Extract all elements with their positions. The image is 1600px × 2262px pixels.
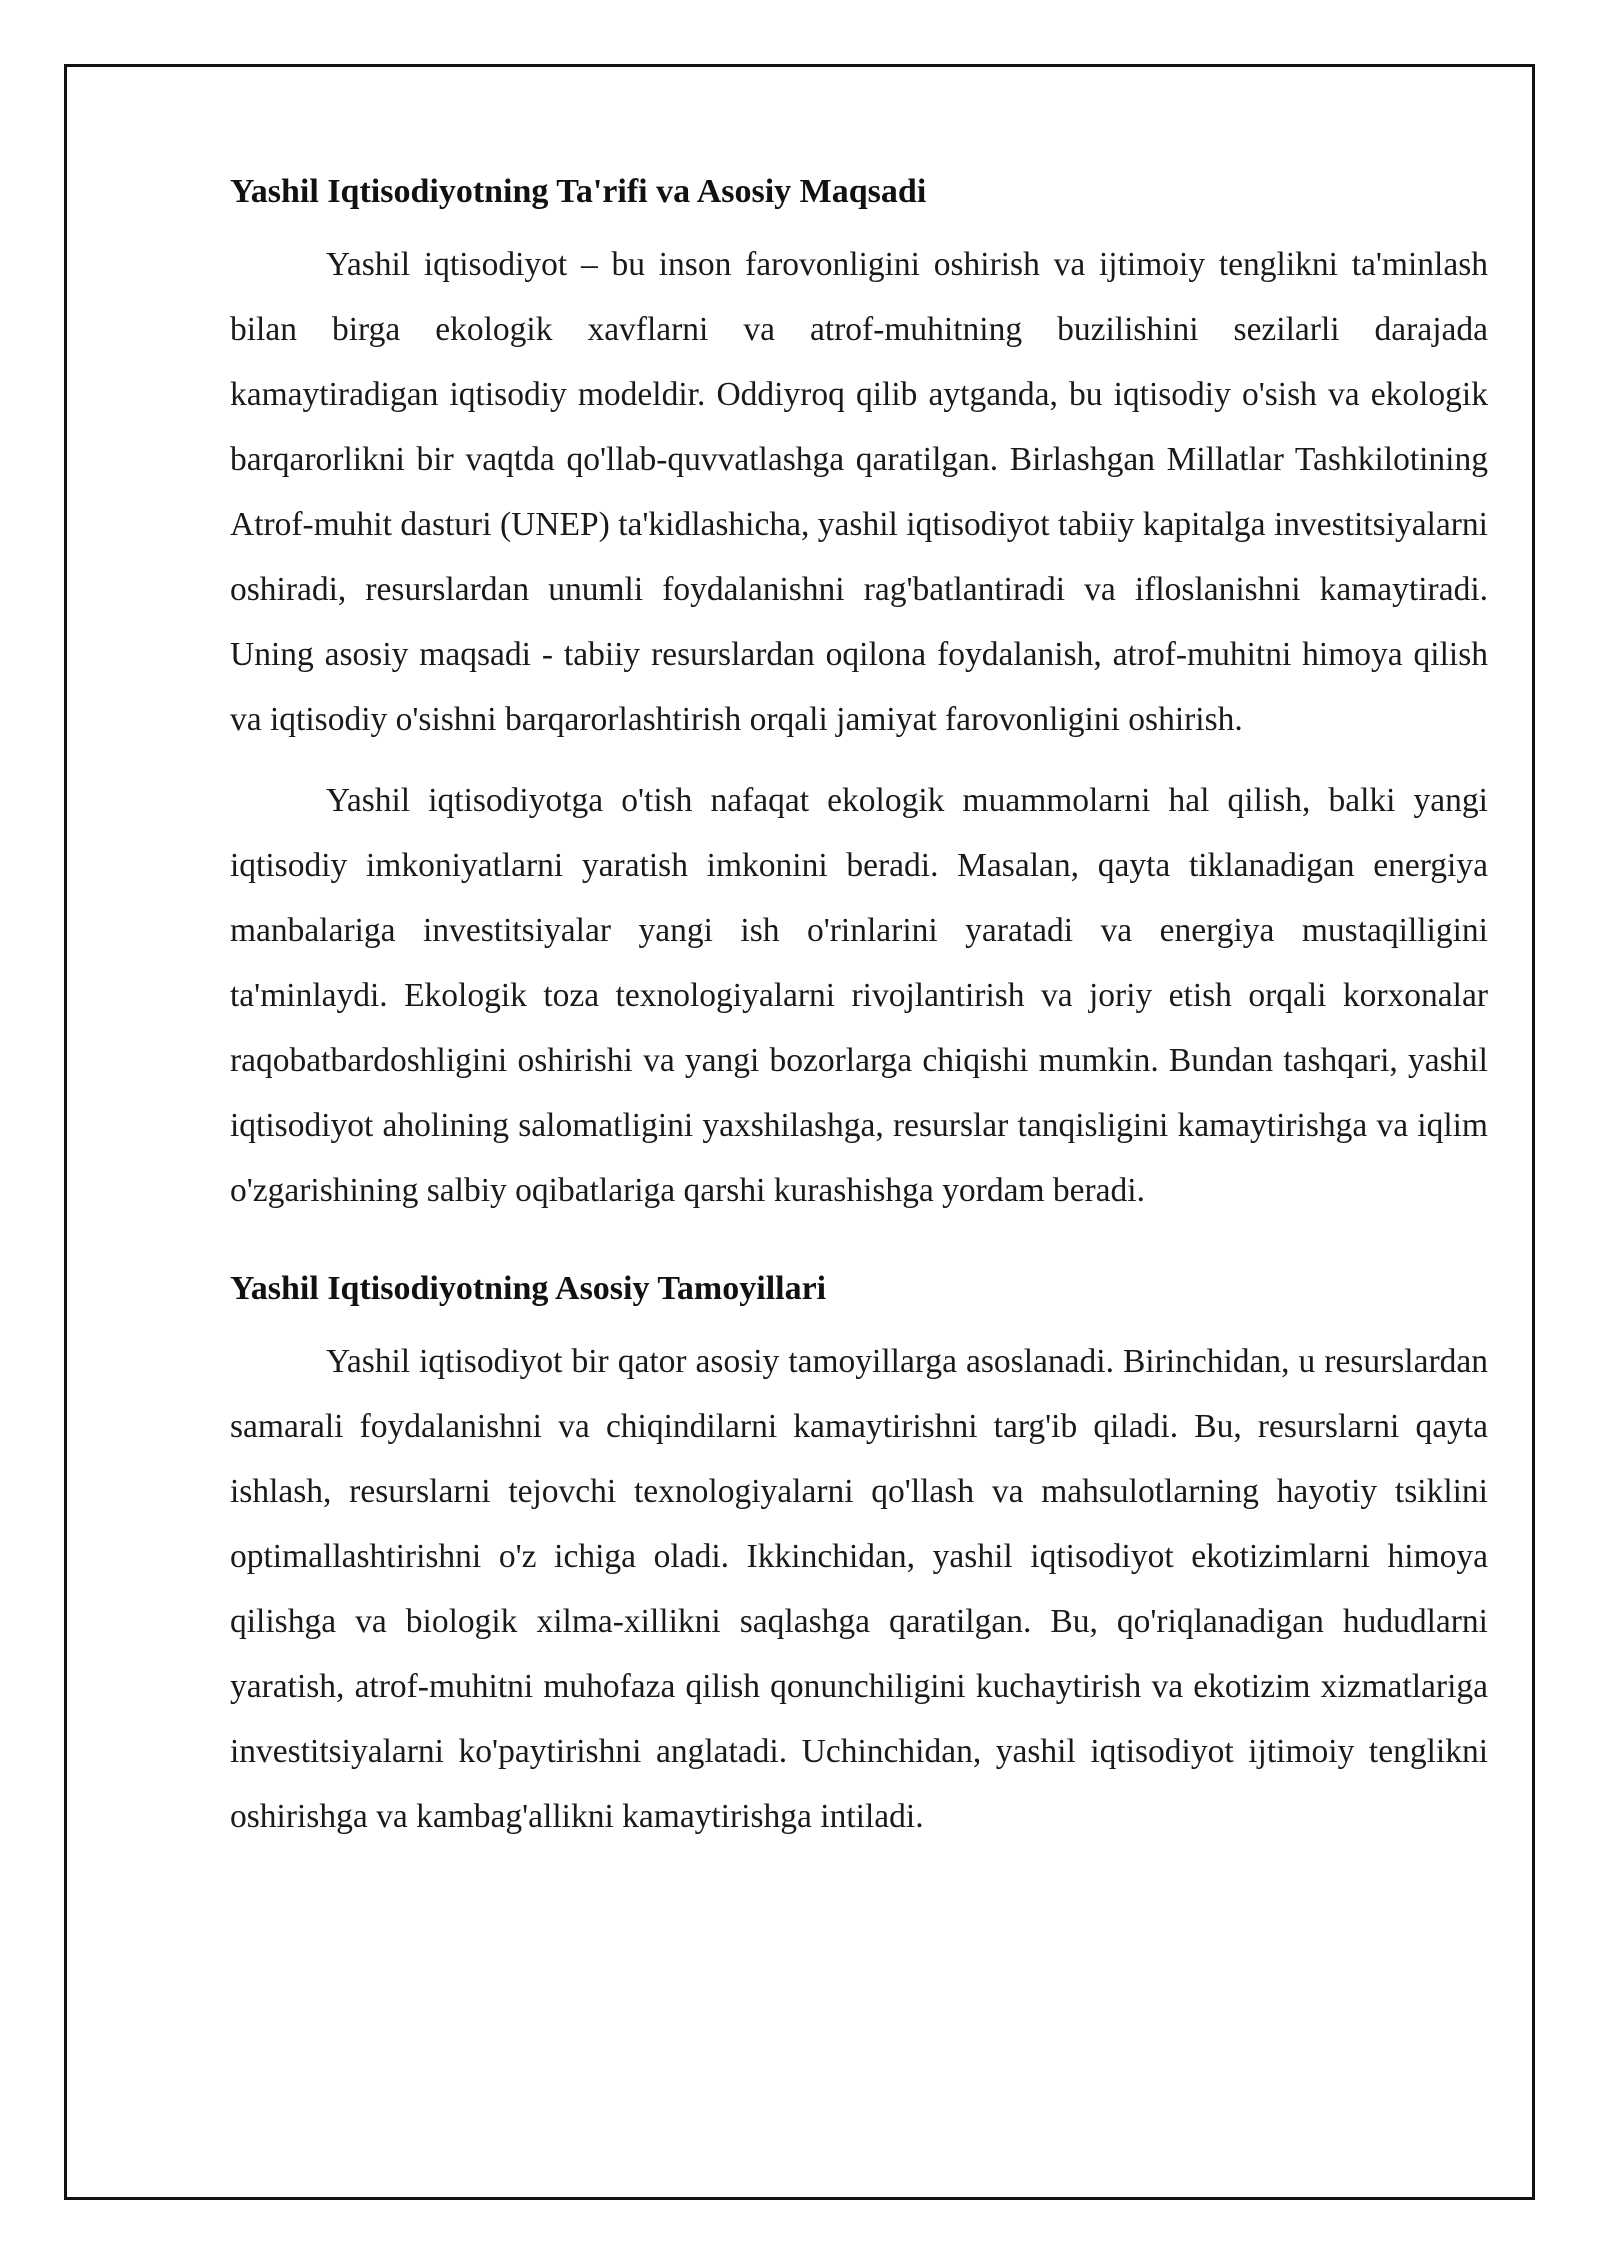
paragraph: Yashil iqtisodiyot bir qator asosiy tamoyillarga asoslanadi. Birinchidan, u resurslardan samarali foydalanishni va chiqindilarni kamaytirishni targ'ib qiladi. Bu, resurslarni qayta ishlash, resurslarni tejovchi texnologiyalarni qo'llash va mahsulotlarning hayotiy tsiklini optimallashtirishni o'z ichiga oladi. Ikkinchidan, yashil iqtisodiyot ekotizimlarni himoya qilishga va biologik xilma-xillikni saqlashga qaratilgan. Bu, qo'riqlanadigan hududlarni yaratish, atrof-muhitni muhofaza qilish qonunchiligini kuchaytirish va ekotizim xizmatlariga investitsiyalarni ko'paytirishni anglatadi. Uchinchidan, yashil iqtisodiyot ijtimoiy tenglikni oshirishga va kambag'allikni kamaytirishga intiladi. — [230, 1343, 1488, 1835]
section-heading: Yashil Iqtisodiyotning Ta'rifi va Asosiy Maqsadi — [230, 173, 927, 210]
paragraph: Yashil iqtisodiyot – bu inson farovonligini oshirish va ijtimoiy tenglikni ta'minlash bilan birga ekologik xavflarni va atrof-muhitning buzilishini sezilarli darajada kamaytiradigan iqtisodiy modeldir. Oddiyroq qilib aytganda, bu iqtisodiy o'sish va ekologik barqarorlikni bir vaqtda qo'llab-quvvatlashga qaratilgan. Birlashgan Millatlar Tashkilotining Atrof-muhit dasturi (UNEP) ta'kidlashicha, yashil iqtisodiyot tabiiy kapitalga investitsiyalarni oshiradi, resurslardan unumli foydalanishni rag'batlantiradi va ifloslanishni kamaytiradi. Uning asosiy maqsadi - tabiiy resurslardan oqilona foydalanish, atrof-muhitni himoya qilish va iqtisodiy o'sishni barqarorlashtirish orqali jamiyat farovonligini oshirish. — [230, 246, 1488, 738]
document-body — [230, 170, 1488, 1865]
section-definition — [230, 170, 1488, 1223]
section-heading: Yashil Iqtisodiyotning Asosiy Tamoyillari — [230, 1270, 827, 1307]
section-principles — [230, 1267, 1488, 1849]
paragraph: Yashil iqtisodiyotga o'tish nafaqat ekologik muammolarni hal qilish, balki yangi iqtisodiy imkoniyatlarni yaratish imkonini beradi. Masalan, qayta tiklanadigan energiya manbalariga investitsiyalar yangi ish o'rinlarini yaratadi va energiya mustaqilligini ta'minlaydi. Ekologik toza texnologiyalarni rivojlantirish va joriy etish orqali korxonalar raqobatbardoshligini oshirishi va yangi bozorlarga chiqishi mumkin. Bundan tashqari, yashil iqtisodiyot aholining salomatligini yaxshilashga, resurslar tanqisligini kamaytirishga va iqlim o'zgarishining salbiy oqibatlariga qarshi kurashishga yordam beradi. — [230, 782, 1488, 1209]
